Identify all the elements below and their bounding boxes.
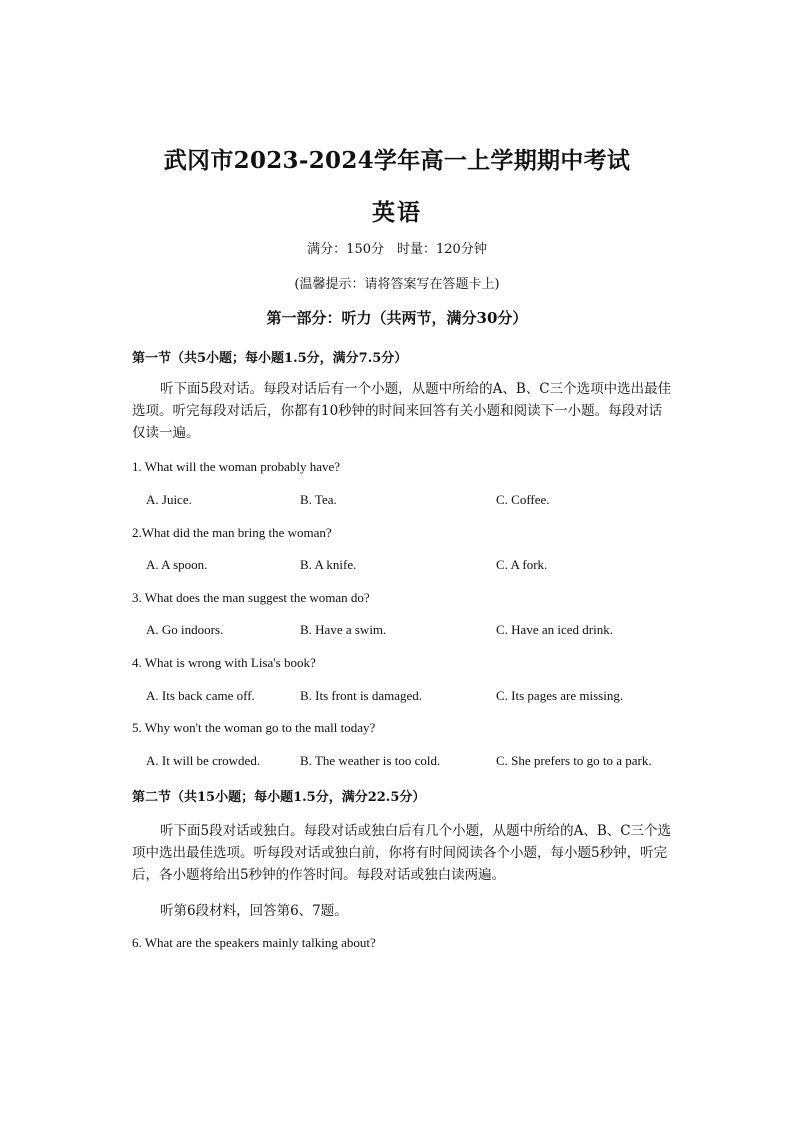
question-5-option-c: C. She prefers to go to a park. <box>496 753 652 768</box>
question-3-option-a: A. Go indoors. <box>146 622 224 637</box>
question-1: 1. What will the woman probably have? <box>132 459 341 474</box>
question-1-option-b: B. Tea. <box>300 492 337 507</box>
question-1-option-a: A. Juice. <box>146 492 192 507</box>
material-note-text: 听第6段材料，回答第6、7题。 <box>160 903 348 919</box>
material-note <box>132 900 672 922</box>
question-4-option-c: C. Its pages are missing. <box>496 688 624 703</box>
reminder-line: (温馨提示：请将答案写在答题卡上) <box>294 277 500 292</box>
question-2-option-a: A. A spoon. <box>146 557 208 572</box>
question-6: 6. What are the speakers mainly talking about? <box>132 935 376 950</box>
section1-instructions <box>132 378 672 444</box>
section2-heading: 第二节（共15小题；每小题1.5分，满分22.5分） <box>132 790 426 805</box>
question-5-option-b: B. The weather is too cold. <box>300 753 441 768</box>
section2-instructions-text: 听下面5段对话或独白。每段对话或独白后有几个小题，从题中所给的A、B、C三个选项中选出最佳选项。听每段对话或独白前，你将有时间阅读各个小题，每小题5秒钟，听完后，各小题将给出5秒钟的作答时间。每段对话或独白读两遍。 <box>132 823 672 883</box>
question-4: 4. What is wrong with Lisa's book? <box>132 655 316 670</box>
subject-title: 英语 <box>372 199 422 226</box>
question-2-option-c: C. A fork. <box>496 557 548 572</box>
question-4-option-a: A. Its back came off. <box>146 688 255 703</box>
question-1-option-c: C. Coffee. <box>496 492 550 507</box>
question-3-option-c: C. Have an iced drink. <box>496 622 613 637</box>
question-4-option-b: B. Its front is damaged. <box>300 688 423 703</box>
question-2-option-b: B. A knife. <box>300 557 357 572</box>
part1-title: 第一部分：听力（共两节，满分30分） <box>266 309 528 327</box>
question-2: 2.What did the man bring the woman? <box>132 525 332 540</box>
question-5: 5. Why won't the woman go to the mall today? <box>132 720 376 735</box>
score-time-line: 满分：150分 时量：120分钟 <box>307 242 487 257</box>
exam-title: 武冈市2023-2024学年高一上学期期中考试 <box>163 147 631 174</box>
question-3: 3. What does the man suggest the woman do? <box>132 590 370 605</box>
question-5-option-a: A. It will be crowded. <box>146 753 261 768</box>
section1-instructions-text: 听下面5段对话。每段对话后有一个小题，从题中所给的A、B、C三个选项中选出最佳选项。听完每段对话后，你都有10秒钟的时间来回答有关小题和阅读下一小题。每段对话仅读一遍。 <box>132 381 672 441</box>
section1-heading: 第一节（共5小题；每小题1.5分，满分7.5分） <box>132 351 408 366</box>
question-3-option-b: B. Have a swim. <box>300 622 387 637</box>
section2-instructions <box>132 820 672 886</box>
